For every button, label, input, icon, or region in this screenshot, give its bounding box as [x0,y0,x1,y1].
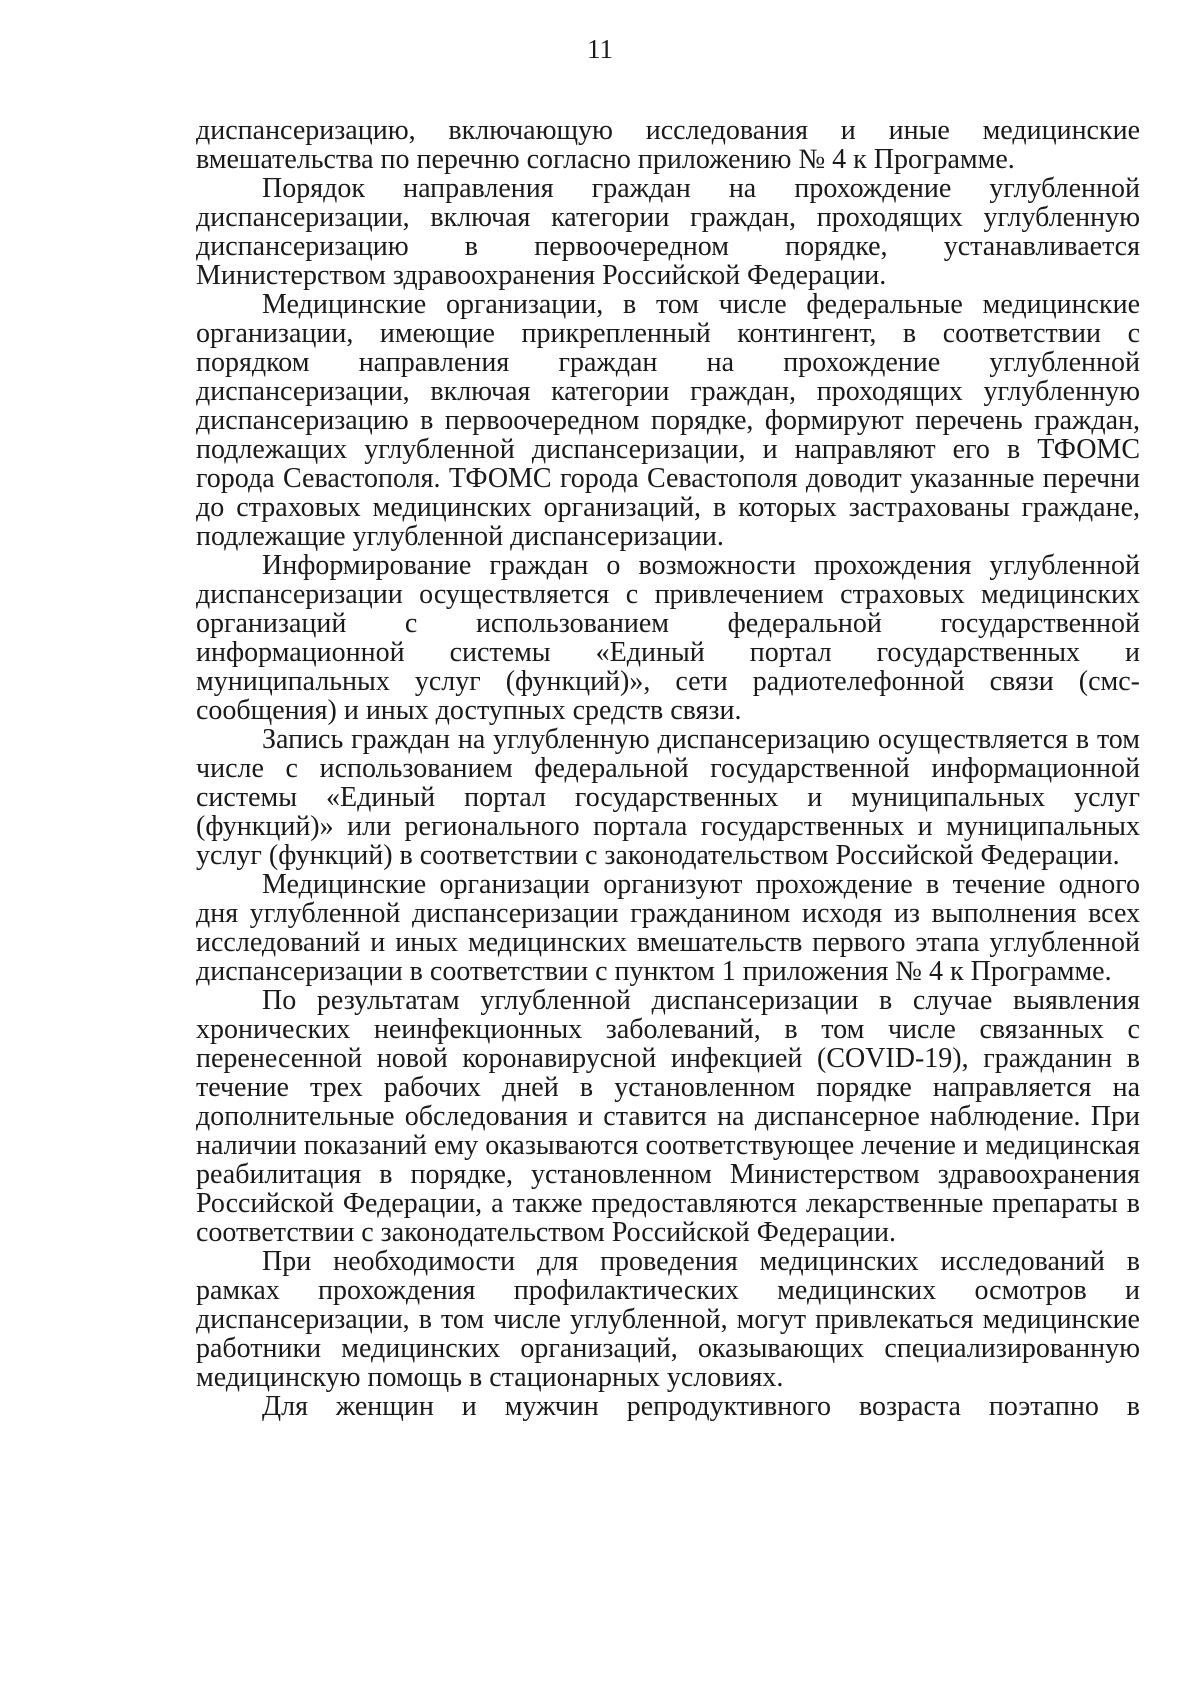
text-line: наличии показаний ему оказываются соответствующее лечение и медицинская [196,1130,1140,1161]
text-line: По результатам углубленной диспансеризации в случае выявления [262,985,1140,1016]
text-line: При необходимости для проведения медицинских исследований в [262,1246,1140,1277]
text-line: Информирование граждан о возможности прохождения углубленной [262,550,1140,581]
text-line: диспансеризации, включая категории граждан, проходящих углубленную [196,202,1140,233]
text-line: системы «Единый портал государственных и муниципальных услуг [196,782,1140,813]
text-line: до страховых медицинских организаций, в которых застрахованы граждане, [196,492,1140,523]
text-line: услуг (функций) в соответствии с законодательством Российской Федерации. [196,840,1120,871]
text-line: Медицинские организации, в том числе федеральные медицинские [262,289,1140,320]
text-line: соответствии с законодательством Российской Федерации. [196,1217,896,1248]
text-line: Для женщин и мужчин репродуктивного возраста поэтапно в [262,1391,1140,1422]
document-body [196,116,1140,1421]
paragraph [196,290,1140,551]
text-line: вмешательства по перечню согласно приложению № 4 к Программе. [196,144,1015,175]
text-line: хронических неинфекционных заболеваний, в том числе связанных с [196,1014,1140,1045]
text-line: работники медицинских организаций, оказывающих специализированную [196,1333,1140,1364]
paragraph [196,986,1140,1247]
text-line: подлежащих углубленной диспансеризации, и направляют его в ТФОМС [196,434,1140,465]
text-line: муниципальных услуг (функций)», сети радиотелефонной связи (смс- [196,666,1140,697]
text-line: сообщения) и иных доступных средств связи. [196,695,742,726]
text-line: диспансеризации, включая категории граждан, проходящих углубленную [196,376,1140,407]
text-line: перенесенной новой коронавирусной инфекцией (COVID-19), гражданин в [196,1043,1140,1074]
text-line: исследований и иных медицинских вмешательств первого этапа углубленной [196,927,1140,958]
text-line: диспансеризацию, включающую исследования и иные медицинские [196,115,1140,146]
text-line: Российской Федерации, а также предоставляются лекарственные препараты в [196,1188,1140,1219]
page-number: 11 [587,34,613,64]
paragraph [196,116,1140,174]
paragraph [196,870,1140,986]
paragraph [196,174,1140,290]
text-line: города Севастополя. ТФОМС города Севастополя доводит указанные перечни [196,463,1140,494]
text-line: дня углубленной диспансеризации гражданином исходя из выполнения всех [196,898,1140,929]
text-line: числе с использованием федеральной государственной информационной [196,753,1140,784]
text-line: медицинскую помощь в стационарных условиях. [196,1362,784,1393]
text-line: Порядок направления граждан на прохождение углубленной [262,173,1140,204]
text-line: организации, имеющие прикрепленный контингент, в соответствии с [196,318,1140,349]
text-line: течение трех рабочих дней в установленном порядке направляется на [196,1072,1140,1103]
text-line: дополнительные обследования и ставится на диспансерное наблюдение. При [196,1101,1140,1132]
text-line: диспансеризацию в первоочередном порядке, устанавливается [196,231,1140,262]
text-line: информационной системы «Единый портал государственных и [196,637,1140,668]
text-line: рамках прохождения профилактических медицинских осмотров и [196,1275,1140,1306]
paragraph [196,1247,1140,1392]
paragraph [196,725,1140,870]
text-line: диспансеризацию в первоочередном порядке, формируют перечень граждан, [196,405,1140,436]
text-line: (функций)» или регионального портала государственных и муниципальных [196,811,1140,842]
text-line: подлежащие углубленной диспансеризации. [196,521,724,552]
text-line: организаций с использованием федеральной государственной [196,608,1140,639]
text-line: диспансеризации осуществляется с привлечением страховых медицинских [196,579,1140,610]
paragraph [196,1392,1140,1421]
text-line: порядком направления граждан на прохождение углубленной [196,347,1140,378]
text-line: Запись граждан на углубленную диспансеризацию осуществляется в том [262,724,1140,755]
text-line: реабилитация в порядке, установленном Министерством здравоохранения [196,1159,1140,1190]
text-line: Министерством здравоохранения Российской Федерации. [196,260,887,291]
text-line: диспансеризации в соответствии с пунктом 1 приложения № 4 к Программе. [196,956,1112,987]
text-line: диспансеризации, в том числе углубленной, могут привлекаться медицинские [196,1304,1140,1335]
text-line: Медицинские организации организуют прохождение в течение одного [262,869,1140,900]
paragraph [196,551,1140,725]
